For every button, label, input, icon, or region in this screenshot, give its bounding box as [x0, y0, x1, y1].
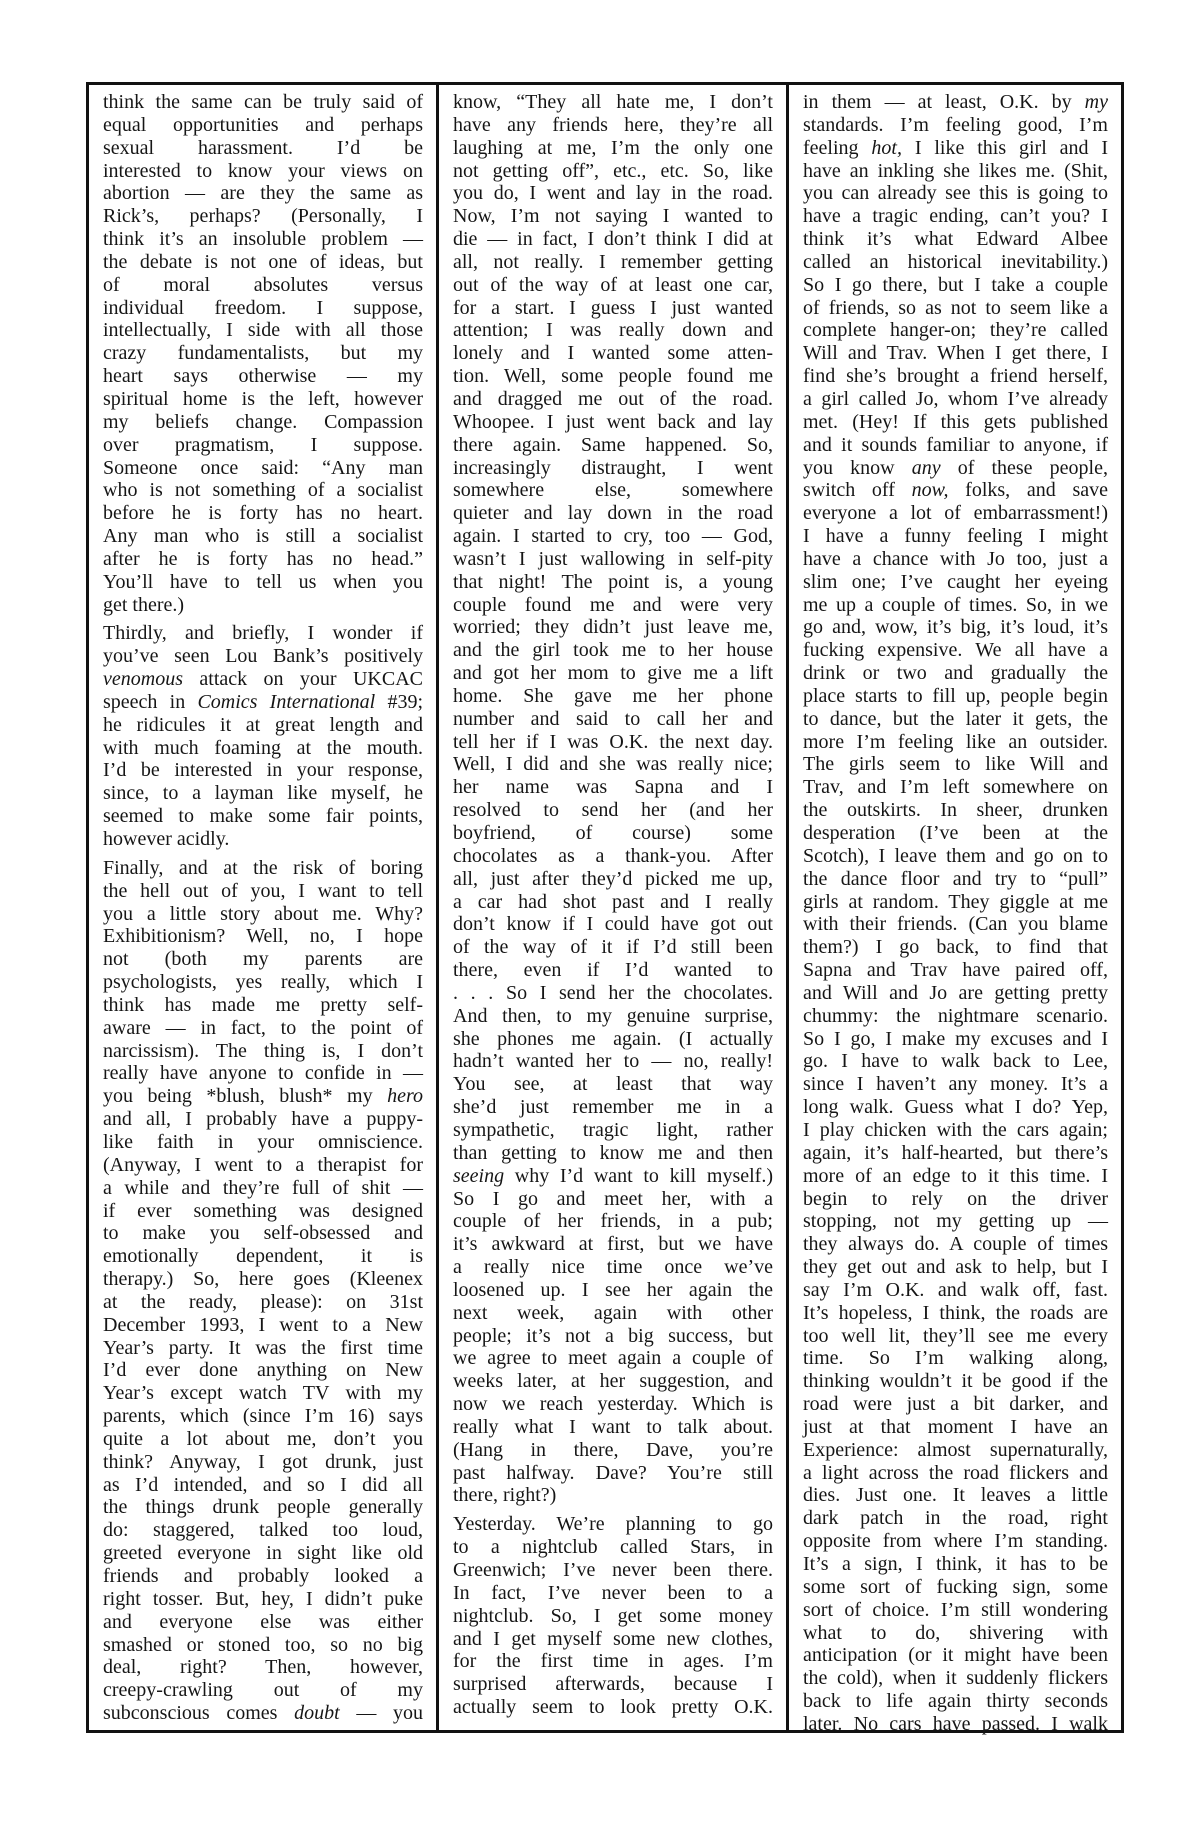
text-line: parents, which (since I’m 16) says	[103, 1405, 423, 1428]
italic-text: seeing	[453, 1164, 505, 1187]
text-line: all, not really. I remember getting	[453, 250, 773, 273]
text-line: weeks later, at her suggestion, and	[453, 1370, 773, 1393]
text-line: think the same can be truly said of	[103, 91, 423, 113]
text-line: they always do. A couple of times	[803, 1233, 1108, 1256]
text-line: met. (Hey! If this gets published	[803, 410, 1108, 433]
text-line: So I go, I make my excuses and I	[803, 1027, 1108, 1050]
text-line: You’ll have to tell us when you	[103, 570, 423, 593]
text-line: later. No cars have passed. I walk	[803, 1712, 1108, 1735]
italic-text: my	[1084, 91, 1108, 113]
text-segment: I like this girl and I	[901, 136, 1109, 159]
text-line: couple of her friends, in a pub;	[453, 1210, 773, 1233]
text-line: standards. I’m feeling good, I’m	[803, 113, 1108, 136]
text-line: friends and probably looked a	[103, 1565, 423, 1587]
text-line: have an inkling she likes me. (Shit,	[803, 159, 1108, 182]
text-line: So I go and meet her, with a	[453, 1187, 773, 1210]
text-line: laughing at me, I’m the only one	[453, 136, 773, 159]
italic-text: doubt	[294, 1702, 340, 1725]
text-line	[453, 1165, 773, 1188]
text-line	[803, 137, 1108, 160]
italic-text: venomous	[103, 668, 183, 691]
text-line: home. She gave me her phone	[453, 684, 773, 707]
column-3	[789, 85, 1121, 1735]
text-line: die — in fact, I don’t think I did at	[453, 228, 773, 251]
text-line: Any man who is still a socialist	[103, 525, 423, 548]
text-line: a girl called Jo, whom I’ve already	[803, 387, 1108, 410]
text-line: before he is forty has no heart.	[103, 502, 423, 525]
text-line: lonely and I wanted some atten-	[453, 342, 773, 365]
text-line: intellectually, I side with all those	[103, 319, 423, 342]
text-line: however acidly.	[103, 828, 230, 850]
text-line: we agree to meet again a couple of	[453, 1347, 773, 1370]
text-line: over pragmatism, I suppose.	[103, 433, 423, 456]
text-line: you do, I went and lay in the road.	[453, 182, 773, 205]
text-line: who is not something of a socialist	[103, 479, 423, 502]
text-line: that night! The point is, a young	[453, 570, 773, 593]
text-line: than getting to know me and then	[453, 1141, 773, 1164]
text-line: you a little story about me. Why?	[103, 902, 423, 925]
text-line: . . . So I send her the chocolates.	[453, 981, 773, 1004]
text-line: find she’s brought a friend herself,	[803, 365, 1108, 388]
text-line: crazy fundamentalists, but my	[103, 342, 423, 365]
text-line: spiritual home is the left, however	[103, 387, 423, 410]
text-line: I’d ever done anything on New	[103, 1359, 423, 1382]
text-line: creepy-crawling out of my	[103, 1679, 423, 1702]
text-line: Rick’s, perhaps? (Personally, I	[103, 205, 423, 228]
text-line: quieter and lay down in the road	[453, 502, 773, 525]
text-line: thinking wouldn’t it be good if the	[803, 1370, 1108, 1393]
text-line: Greenwich; I’ve never been there.	[453, 1559, 773, 1581]
text-line: I have a funny feeling I might	[803, 525, 1108, 548]
text-line: me up a couple of times. So, in we	[803, 593, 1108, 616]
text-line: December 1993, I went to a New	[103, 1313, 423, 1336]
text-line	[803, 457, 1108, 480]
text-line: think it’s what Edward Albee	[803, 228, 1108, 251]
text-line: you can already see this is going to	[803, 182, 1108, 205]
text-line: have any friends here, they’re all	[453, 113, 773, 136]
text-line: wasn’t I just wallowing in self-pity	[453, 547, 773, 570]
text-line: tell her if I was O.K. the next day.	[453, 730, 773, 753]
text-line: again, it’s half-hearted, but there’s	[803, 1141, 1108, 1164]
text-line: my beliefs change. Compassion	[103, 410, 423, 433]
italic-text: any	[911, 456, 941, 479]
text-line: not getting off”, etc., etc. So, like	[453, 159, 773, 182]
text-line: and everyone else was either	[103, 1610, 423, 1633]
text-line: interested to know your views on	[103, 159, 423, 182]
text-line: dies. Just one. It leaves a little	[803, 1484, 1108, 1507]
italic-text: now,	[911, 479, 949, 502]
text-line: if ever something was designed	[103, 1199, 423, 1222]
text-line: begin to rely on the driver	[803, 1187, 1108, 1210]
text-line: slim one; I’ve caught her eyeing	[803, 570, 1108, 593]
text-line: somewhere else, somewhere	[453, 479, 773, 502]
text-line: it’s awkward at first, but we have	[453, 1233, 773, 1256]
text-line: they get out and ask to help, but I	[803, 1256, 1108, 1279]
text-line: seemed to make some fair points,	[103, 805, 423, 828]
column-2	[439, 85, 789, 1730]
text-line: resolved to send her (and her	[453, 799, 773, 822]
text-line: of moral absolutes versus	[103, 273, 423, 296]
text-line: not (both my parents are	[103, 948, 423, 971]
text-line: nightclub. So, I get some money	[453, 1604, 773, 1627]
text-line: do: staggered, talked too loud,	[103, 1519, 423, 1542]
text-segment: why I’d want to kill myself.)	[504, 1164, 773, 1187]
text-line: drink or two and gradually the	[803, 662, 1108, 685]
text-line: people; it’s not a big success, but	[453, 1324, 773, 1347]
text-line: say I’m O.K. and walk off, fast.	[803, 1278, 1108, 1301]
text-line: hadn’t wanted her to — no, really!	[453, 1050, 773, 1073]
text-line: back to life again thirty seconds	[803, 1690, 1108, 1713]
text-line	[103, 668, 423, 691]
text-line: for a start. I guess I just wanted	[453, 296, 773, 319]
text-line: attention; I was really down and	[453, 319, 773, 342]
text-line: again. I started to cry, too — God,	[453, 525, 773, 548]
text-line: road were just a bit darker, and	[803, 1393, 1108, 1416]
text-line: Sapna and Trav have paired off,	[803, 959, 1108, 982]
text-line: dark patch in the road, right	[803, 1507, 1108, 1530]
text-line: with their friends. (Can you blame	[803, 913, 1108, 936]
text-line: right tosser. But, hey, I didn’t puke	[103, 1587, 423, 1610]
text-line: more of an edge to it this time. I	[803, 1164, 1108, 1187]
text-line: everyone a lot of embarrassment!)	[803, 502, 1108, 525]
text-line: (Hang in there, Dave, you’re	[453, 1438, 773, 1461]
text-line: I play chicken with the cars again;	[803, 1118, 1108, 1141]
text-line: a really nice time once we’ve	[453, 1256, 773, 1279]
text-line: think? Anyway, I got drunk, just	[103, 1450, 423, 1473]
text-line: don’t know if I could have got out	[453, 913, 773, 936]
paragraph	[103, 622, 423, 850]
text-line: Scotch), I leave them and go on to	[803, 844, 1108, 867]
text-line	[103, 691, 423, 714]
text-line: sympathetic, tragic light, rather	[453, 1118, 773, 1141]
text-line: to dance, but the later it gets, the	[803, 707, 1108, 730]
text-line: the dance floor and try to “pull”	[803, 867, 1108, 890]
text-line: and dragged me out of the road.	[453, 387, 773, 410]
text-line: after he is forty has no head.”	[103, 547, 423, 570]
text-line: Well, I did and she was really nice;	[453, 753, 773, 776]
text-line	[103, 1702, 423, 1725]
text-line: In fact, I’ve never been to a	[453, 1581, 773, 1604]
text-line: smashed or stoned too, so no big	[103, 1633, 423, 1656]
text-line: more I’m feeling like an outsider.	[803, 730, 1108, 753]
text-line: really have anyone to confide in —	[103, 1062, 423, 1085]
text-line: Will and Trav. When I get there, I	[803, 342, 1108, 365]
text-line: chocolates as a thank-you. After	[453, 844, 773, 867]
italic-text: Comics International	[197, 690, 376, 713]
text-line: You see, at least that way	[453, 1073, 773, 1096]
text-line: a while and they’re full of shit —	[103, 1176, 423, 1199]
text-line: since I haven’t any money. It’s a	[803, 1073, 1108, 1096]
text-line: (Anyway, I went to a therapist for	[103, 1153, 423, 1176]
text-line: stopping, not my getting up —	[803, 1210, 1108, 1233]
text-line: and I get myself some new clothes,	[453, 1627, 773, 1650]
text-line: of friends, so as not to seem like a	[803, 296, 1108, 319]
italic-text: hero	[387, 1085, 423, 1108]
text-line: what to do, shivering with	[803, 1621, 1108, 1644]
text-line: Someone once said: “Any man	[103, 456, 423, 479]
text-line: a light across the road flickers and	[803, 1461, 1108, 1484]
text-line: think has made me pretty self-	[103, 993, 423, 1016]
text-line: with much foaming at the mouth.	[103, 736, 423, 759]
text-line: aware — in fact, to the point of	[103, 1016, 423, 1039]
text-line: all, just after they’d picked me up,	[453, 867, 773, 890]
text-line: Year’s except watch TV with my	[103, 1382, 423, 1405]
text-line: them?) I go back, to find that	[803, 936, 1108, 959]
text-line: boyfriend, of course) some	[453, 822, 773, 844]
text-line: past halfway. Dave? You’re still	[453, 1461, 773, 1484]
text-segment: — you	[339, 1702, 423, 1725]
text-line: opposite from where I’m standing.	[803, 1530, 1108, 1553]
text-line: chummy: the nightmare scenario.	[803, 1004, 1108, 1027]
paragraph	[103, 91, 423, 616]
text-line: girls at random. They giggle at me	[803, 890, 1108, 913]
text-line: have a chance with Jo too, just a	[803, 547, 1108, 570]
text-line: and Will and Jo are getting pretty	[803, 981, 1108, 1004]
text-line: as I’d intended, and so I did all	[103, 1473, 423, 1496]
paragraph	[453, 91, 773, 1507]
text-line: And then, to my genuine surprise,	[453, 1004, 773, 1027]
text-line: surprised afterwards, because I	[453, 1673, 773, 1696]
text-line: the cold), when it suddenly flickers	[803, 1667, 1108, 1690]
text-line: greeted everyone in sight like old	[103, 1542, 423, 1565]
text-line: equal opportunities and perhaps	[103, 113, 423, 136]
text-line: the things drunk people generally	[103, 1496, 423, 1519]
text-line: Now, I’m not saying I wanted to	[453, 205, 773, 228]
text-line: of the way of it if I’d still been	[453, 936, 773, 959]
text-line: fucking expensive. We all have a	[803, 639, 1108, 662]
text-line: deal, right? Then, however,	[103, 1656, 423, 1679]
text-line: individual freedom. I suppose,	[103, 296, 423, 319]
text-line: It’s hopeless, I think, the roads are	[803, 1301, 1108, 1324]
text-line: Experience: almost supernaturally,	[803, 1438, 1108, 1461]
text-line: and all, I probably have a puppy-	[103, 1108, 423, 1131]
text-line: the debate is not one of ideas, but	[103, 250, 423, 273]
text-segment: feeling	[803, 136, 872, 159]
text-line	[803, 479, 1108, 502]
text-line: desperation (I’ve been at the	[803, 822, 1108, 844]
text-line: go and, wow, it’s big, it’s loud, it’s	[803, 616, 1108, 639]
paragraph	[453, 1513, 773, 1719]
text-line: think it’s an insoluble problem —	[103, 228, 423, 251]
text-line: out of the way of at least one car,	[453, 273, 773, 296]
text-line: know, “They all hate me, I don’t	[453, 91, 773, 113]
text-line: place starts to fill up, people begin	[803, 684, 1108, 707]
italic-text: hot,	[871, 136, 902, 159]
text-line: really what I want to talk about.	[453, 1415, 773, 1438]
text-line: abortion — are they the same as	[103, 182, 423, 205]
text-frame	[86, 82, 1124, 1733]
text-segment: switch off	[803, 479, 912, 502]
text-line: there, right?)	[453, 1484, 557, 1507]
text-line: a car had shot past and I really	[453, 890, 773, 913]
text-line: The girls seem to like Will and	[803, 753, 1108, 776]
text-line: for the first time in ages. I’m	[453, 1650, 773, 1673]
text-line: Whoopee. I just went back and lay	[453, 410, 773, 433]
text-line: Yesterday. We’re planning to go	[453, 1513, 773, 1536]
text-line: emotionally dependent, it is	[103, 1245, 423, 1268]
text-line: since, to a layman like myself, he	[103, 782, 423, 805]
text-line: anticipation (or it might have been	[803, 1644, 1108, 1667]
text-segment: you know	[803, 456, 912, 479]
text-line: and got her mom to give me a lift	[453, 662, 773, 685]
text-line: sort of choice. I’m still wondering	[803, 1598, 1108, 1621]
text-line: to a nightclub called Stars, in	[453, 1536, 773, 1559]
text-line: the outskirts. In sheer, drunken	[803, 799, 1108, 822]
text-line: actually seem to look pretty O.K.	[453, 1696, 773, 1719]
text-line: she phones me again. (I actually	[453, 1027, 773, 1050]
text-line: there again. Same happened. So,	[453, 433, 773, 456]
text-line: couple found me and were very	[453, 593, 773, 616]
text-line: Trav, and I’m left somewhere on	[803, 776, 1108, 799]
text-line: worried; they didn’t just leave me,	[453, 616, 773, 639]
text-line: go. I have to walk back to Lee,	[803, 1050, 1108, 1073]
text-line: and the girl took me to her house	[453, 639, 773, 662]
text-line: some sort of fucking sign, some	[803, 1575, 1108, 1598]
text-line: It’s a sign, I think, it has to be	[803, 1553, 1108, 1575]
text-line: therapy.) So, here goes (Kleenex	[103, 1268, 423, 1291]
text-line: Finally, and at the risk of boring	[103, 856, 423, 879]
text-line: he ridicules it at great length and	[103, 713, 423, 736]
text-line: increasingly distraught, I went	[453, 456, 773, 479]
text-segment: of these people,	[940, 456, 1108, 479]
text-line: tion. Well, some people found me	[453, 365, 773, 388]
text-line: sexual harassment. I’d be	[103, 136, 423, 159]
text-line: she’d just remember me in a	[453, 1096, 773, 1119]
text-line: just at that moment I have an	[803, 1415, 1108, 1438]
text-line: I’d be interested in your response,	[103, 759, 423, 782]
paragraph	[103, 857, 423, 1725]
text-line: number and said to call her and	[453, 707, 773, 730]
text-line: quite a lot about me, don’t you	[103, 1427, 423, 1450]
text-line	[803, 91, 1108, 114]
text-line: narcissism). The thing is, I don’t	[103, 1039, 423, 1062]
text-line: at the ready, please): on 31st	[103, 1290, 423, 1313]
text-segment: subconscious comes	[103, 1702, 295, 1725]
text-line: next week, again with other	[453, 1301, 773, 1324]
text-segment: in them — at least, O.K. by	[803, 91, 1085, 113]
text-line: now we reach yesterday. Which is	[453, 1393, 773, 1416]
text-segment: folks, and save	[948, 479, 1108, 502]
text-line: psychologists, yes really, which I	[103, 971, 423, 994]
text-segment: attack on your UKCAC	[182, 668, 423, 691]
text-segment: speech in	[103, 690, 198, 713]
text-line: Thirdly, and briefly, I wonder if	[103, 622, 423, 645]
text-segment: #39;	[375, 690, 424, 713]
text-line	[103, 1085, 423, 1108]
text-line: too well lit, they’ll see me every	[803, 1324, 1108, 1347]
text-line: the hell out of you, I want to tell	[103, 879, 423, 902]
text-line: and it sounds familiar to anyone, if	[803, 433, 1108, 456]
text-segment: you being *blush, blush* my	[103, 1085, 388, 1108]
text-line: you’ve seen Lou Bank’s positively	[103, 645, 423, 668]
text-line: long walk. Guess what I do? Yep,	[803, 1096, 1108, 1119]
text-line: like faith in your omniscience.	[103, 1130, 423, 1153]
text-line: So I go there, but I take a couple	[803, 273, 1108, 296]
text-line: called an historical inevitability.)	[803, 250, 1108, 273]
text-line: heart says otherwise — my	[103, 365, 423, 388]
text-line: have a tragic ending, can’t you? I	[803, 205, 1108, 228]
text-line: loosened up. I see her again the	[453, 1278, 773, 1301]
text-line: time. So I’m walking along,	[803, 1347, 1108, 1370]
text-line: there, even if I’d wanted to	[453, 959, 773, 982]
text-line: her name was Sapna and I	[453, 776, 773, 799]
paragraph	[803, 91, 1108, 1736]
text-line: get there.)	[103, 593, 185, 616]
text-line: Year’s party. It was the first time	[103, 1336, 423, 1359]
text-line: Exhibitionism? Well, no, I hope	[103, 925, 423, 948]
column-1	[89, 85, 439, 1730]
text-line: to make you self-obsessed and	[103, 1222, 423, 1245]
text-line: complete hanger-on; they’re called	[803, 319, 1108, 342]
